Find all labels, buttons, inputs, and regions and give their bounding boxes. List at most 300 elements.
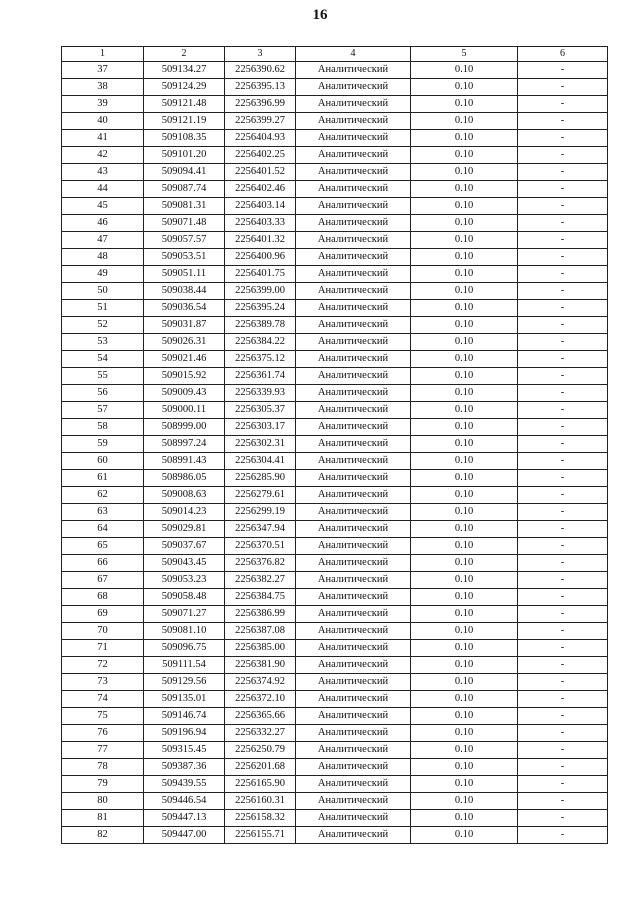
point-number-cell: 72 xyxy=(62,657,144,674)
x-coordinate-cell: 509146.74 xyxy=(144,708,225,725)
method-cell: Аналитический xyxy=(296,674,411,691)
note-cell: - xyxy=(518,198,608,215)
point-number-cell: 57 xyxy=(62,402,144,419)
accuracy-cell: 0.10 xyxy=(411,725,518,742)
point-number-cell: 66 xyxy=(62,555,144,572)
point-number-cell: 39 xyxy=(62,96,144,113)
accuracy-cell: 0.10 xyxy=(411,470,518,487)
y-coordinate-cell: 2256389.78 xyxy=(225,317,296,334)
method-cell: Аналитический xyxy=(296,351,411,368)
method-cell: Аналитический xyxy=(296,436,411,453)
accuracy-cell: 0.10 xyxy=(411,793,518,810)
point-number-cell: 42 xyxy=(62,147,144,164)
table-row xyxy=(62,589,608,606)
point-number-cell: 78 xyxy=(62,759,144,776)
method-cell: Аналитический xyxy=(296,368,411,385)
note-cell: - xyxy=(518,436,608,453)
table-row xyxy=(62,300,608,317)
point-number-cell: 60 xyxy=(62,453,144,470)
table-row xyxy=(62,555,608,572)
table-row xyxy=(62,810,608,827)
note-cell: - xyxy=(518,368,608,385)
accuracy-cell: 0.10 xyxy=(411,147,518,164)
y-coordinate-cell: 2256395.24 xyxy=(225,300,296,317)
y-coordinate-cell: 2256285.90 xyxy=(225,470,296,487)
note-cell: - xyxy=(518,249,608,266)
point-number-cell: 45 xyxy=(62,198,144,215)
coordinates-table xyxy=(61,46,608,844)
point-number-cell: 55 xyxy=(62,368,144,385)
accuracy-cell: 0.10 xyxy=(411,249,518,266)
method-cell: Аналитический xyxy=(296,759,411,776)
x-coordinate-cell: 509134.27 xyxy=(144,62,225,79)
point-number-cell: 82 xyxy=(62,827,144,844)
accuracy-cell: 0.10 xyxy=(411,589,518,606)
x-coordinate-cell: 509043.45 xyxy=(144,555,225,572)
point-number-cell: 51 xyxy=(62,300,144,317)
accuracy-cell: 0.10 xyxy=(411,691,518,708)
accuracy-cell: 0.10 xyxy=(411,351,518,368)
note-cell: - xyxy=(518,79,608,96)
method-cell: Аналитический xyxy=(296,589,411,606)
table-row xyxy=(62,232,608,249)
table-row xyxy=(62,623,608,640)
accuracy-cell: 0.10 xyxy=(411,436,518,453)
table-row xyxy=(62,606,608,623)
y-coordinate-cell: 2256201.68 xyxy=(225,759,296,776)
x-coordinate-cell: 509036.54 xyxy=(144,300,225,317)
note-cell: - xyxy=(518,283,608,300)
table-row xyxy=(62,402,608,419)
y-coordinate-cell: 2256158.32 xyxy=(225,810,296,827)
accuracy-cell: 0.10 xyxy=(411,62,518,79)
accuracy-cell: 0.10 xyxy=(411,96,518,113)
y-coordinate-cell: 2256404.93 xyxy=(225,130,296,147)
table-row xyxy=(62,453,608,470)
accuracy-cell: 0.10 xyxy=(411,827,518,844)
point-number-cell: 56 xyxy=(62,385,144,402)
table-row xyxy=(62,283,608,300)
y-coordinate-cell: 2256384.22 xyxy=(225,334,296,351)
x-coordinate-cell: 509108.35 xyxy=(144,130,225,147)
method-cell: Аналитический xyxy=(296,708,411,725)
method-cell: Аналитический xyxy=(296,623,411,640)
method-cell: Аналитический xyxy=(296,79,411,96)
x-coordinate-cell: 509087.74 xyxy=(144,181,225,198)
note-cell: - xyxy=(518,96,608,113)
accuracy-cell: 0.10 xyxy=(411,215,518,232)
point-number-cell: 76 xyxy=(62,725,144,742)
accuracy-cell: 0.10 xyxy=(411,419,518,436)
point-number-cell: 62 xyxy=(62,487,144,504)
page-number: 16 xyxy=(312,7,328,23)
method-cell: Аналитический xyxy=(296,181,411,198)
x-coordinate-cell: 509121.48 xyxy=(144,96,225,113)
point-number-cell: 61 xyxy=(62,470,144,487)
method-cell: Аналитический xyxy=(296,538,411,555)
point-number-cell: 58 xyxy=(62,419,144,436)
y-coordinate-cell: 2256386.99 xyxy=(225,606,296,623)
method-cell: Аналитический xyxy=(296,504,411,521)
x-coordinate-cell: 509081.10 xyxy=(144,623,225,640)
note-cell: - xyxy=(518,759,608,776)
note-cell: - xyxy=(518,657,608,674)
note-cell: - xyxy=(518,385,608,402)
table-row xyxy=(62,725,608,742)
x-coordinate-cell: 509051.11 xyxy=(144,266,225,283)
method-cell: Аналитический xyxy=(296,198,411,215)
method-cell: Аналитический xyxy=(296,606,411,623)
accuracy-cell: 0.10 xyxy=(411,555,518,572)
x-coordinate-cell: 509058.48 xyxy=(144,589,225,606)
note-cell: - xyxy=(518,487,608,504)
accuracy-cell: 0.10 xyxy=(411,385,518,402)
y-coordinate-cell: 2256370.51 xyxy=(225,538,296,555)
accuracy-cell: 0.10 xyxy=(411,640,518,657)
note-cell: - xyxy=(518,232,608,249)
method-cell: Аналитический xyxy=(296,385,411,402)
method-cell: Аналитический xyxy=(296,827,411,844)
table-row xyxy=(62,419,608,436)
method-cell: Аналитический xyxy=(296,419,411,436)
x-coordinate-cell: 509387.36 xyxy=(144,759,225,776)
y-coordinate-cell: 2256375.12 xyxy=(225,351,296,368)
point-number-cell: 52 xyxy=(62,317,144,334)
accuracy-cell: 0.10 xyxy=(411,130,518,147)
table-row xyxy=(62,334,608,351)
table-header-row xyxy=(62,47,608,62)
method-cell: Аналитический xyxy=(296,691,411,708)
accuracy-cell: 0.10 xyxy=(411,334,518,351)
note-cell: - xyxy=(518,589,608,606)
table-row xyxy=(62,657,608,674)
method-cell: Аналитический xyxy=(296,232,411,249)
point-number-cell: 70 xyxy=(62,623,144,640)
x-coordinate-cell: 509026.31 xyxy=(144,334,225,351)
method-cell: Аналитический xyxy=(296,572,411,589)
table-row xyxy=(62,130,608,147)
y-coordinate-cell: 2256165.90 xyxy=(225,776,296,793)
accuracy-cell: 0.10 xyxy=(411,487,518,504)
note-cell: - xyxy=(518,402,608,419)
x-coordinate-cell: 509446.54 xyxy=(144,793,225,810)
x-coordinate-cell: 509053.51 xyxy=(144,249,225,266)
x-coordinate-cell: 509038.44 xyxy=(144,283,225,300)
note-cell: - xyxy=(518,742,608,759)
accuracy-cell: 0.10 xyxy=(411,113,518,130)
table-row xyxy=(62,181,608,198)
method-cell: Аналитический xyxy=(296,402,411,419)
x-coordinate-cell: 509071.27 xyxy=(144,606,225,623)
x-coordinate-cell: 509031.87 xyxy=(144,317,225,334)
note-cell: - xyxy=(518,572,608,589)
note-cell: - xyxy=(518,147,608,164)
y-coordinate-cell: 2256361.74 xyxy=(225,368,296,385)
accuracy-cell: 0.10 xyxy=(411,759,518,776)
y-coordinate-cell: 2256376.82 xyxy=(225,555,296,572)
point-number-cell: 79 xyxy=(62,776,144,793)
column-header: 1 xyxy=(62,47,144,62)
note-cell: - xyxy=(518,453,608,470)
x-coordinate-cell: 509196.94 xyxy=(144,725,225,742)
method-cell: Аналитический xyxy=(296,62,411,79)
table-row xyxy=(62,317,608,334)
table-row xyxy=(62,776,608,793)
y-coordinate-cell: 2256400.96 xyxy=(225,249,296,266)
method-cell: Аналитический xyxy=(296,317,411,334)
method-cell: Аналитический xyxy=(296,147,411,164)
y-coordinate-cell: 2256347.94 xyxy=(225,521,296,538)
method-cell: Аналитический xyxy=(296,742,411,759)
table-row xyxy=(62,759,608,776)
x-coordinate-cell: 509021.46 xyxy=(144,351,225,368)
method-cell: Аналитический xyxy=(296,521,411,538)
x-coordinate-cell: 508999.00 xyxy=(144,419,225,436)
x-coordinate-cell: 509000.11 xyxy=(144,402,225,419)
note-cell: - xyxy=(518,351,608,368)
point-number-cell: 59 xyxy=(62,436,144,453)
y-coordinate-cell: 2256396.99 xyxy=(225,96,296,113)
method-cell: Аналитический xyxy=(296,776,411,793)
accuracy-cell: 0.10 xyxy=(411,657,518,674)
note-cell: - xyxy=(518,164,608,181)
x-coordinate-cell: 509096.75 xyxy=(144,640,225,657)
accuracy-cell: 0.10 xyxy=(411,674,518,691)
y-coordinate-cell: 2256401.52 xyxy=(225,164,296,181)
x-coordinate-cell: 509111.54 xyxy=(144,657,225,674)
table-body xyxy=(62,62,608,844)
table-row xyxy=(62,436,608,453)
note-cell: - xyxy=(518,793,608,810)
accuracy-cell: 0.10 xyxy=(411,521,518,538)
x-coordinate-cell: 509014.23 xyxy=(144,504,225,521)
accuracy-cell: 0.10 xyxy=(411,453,518,470)
method-cell: Аналитический xyxy=(296,657,411,674)
y-coordinate-cell: 2256384.75 xyxy=(225,589,296,606)
x-coordinate-cell: 509447.00 xyxy=(144,827,225,844)
note-cell: - xyxy=(518,300,608,317)
note-cell: - xyxy=(518,470,608,487)
table-row xyxy=(62,164,608,181)
accuracy-cell: 0.10 xyxy=(411,181,518,198)
point-number-cell: 47 xyxy=(62,232,144,249)
note-cell: - xyxy=(518,555,608,572)
accuracy-cell: 0.10 xyxy=(411,79,518,96)
table-row xyxy=(62,521,608,538)
method-cell: Аналитический xyxy=(296,810,411,827)
method-cell: Аналитический xyxy=(296,640,411,657)
x-coordinate-cell: 509129.56 xyxy=(144,674,225,691)
accuracy-cell: 0.10 xyxy=(411,368,518,385)
x-coordinate-cell: 509015.92 xyxy=(144,368,225,385)
y-coordinate-cell: 2256399.00 xyxy=(225,283,296,300)
point-number-cell: 80 xyxy=(62,793,144,810)
note-cell: - xyxy=(518,317,608,334)
note-cell: - xyxy=(518,181,608,198)
accuracy-cell: 0.10 xyxy=(411,283,518,300)
table-row xyxy=(62,266,608,283)
column-header: 6 xyxy=(518,47,608,62)
method-cell: Аналитический xyxy=(296,334,411,351)
method-cell: Аналитический xyxy=(296,453,411,470)
note-cell: - xyxy=(518,215,608,232)
point-number-cell: 69 xyxy=(62,606,144,623)
y-coordinate-cell: 2256387.08 xyxy=(225,623,296,640)
point-number-cell: 64 xyxy=(62,521,144,538)
point-number-cell: 50 xyxy=(62,283,144,300)
table-row xyxy=(62,79,608,96)
point-number-cell: 54 xyxy=(62,351,144,368)
table-row xyxy=(62,385,608,402)
table-row xyxy=(62,742,608,759)
y-coordinate-cell: 2256403.14 xyxy=(225,198,296,215)
method-cell: Аналитический xyxy=(296,283,411,300)
table-row xyxy=(62,368,608,385)
y-coordinate-cell: 2256395.13 xyxy=(225,79,296,96)
note-cell: - xyxy=(518,776,608,793)
method-cell: Аналитический xyxy=(296,487,411,504)
note-cell: - xyxy=(518,62,608,79)
y-coordinate-cell: 2256155.71 xyxy=(225,827,296,844)
method-cell: Аналитический xyxy=(296,249,411,266)
table-row xyxy=(62,708,608,725)
y-coordinate-cell: 2256401.75 xyxy=(225,266,296,283)
table-row xyxy=(62,691,608,708)
column-header: 5 xyxy=(411,47,518,62)
note-cell: - xyxy=(518,538,608,555)
point-number-cell: 75 xyxy=(62,708,144,725)
method-cell: Аналитический xyxy=(296,96,411,113)
note-cell: - xyxy=(518,130,608,147)
note-cell: - xyxy=(518,674,608,691)
y-coordinate-cell: 2256401.32 xyxy=(225,232,296,249)
x-coordinate-cell: 509081.31 xyxy=(144,198,225,215)
y-coordinate-cell: 2256399.27 xyxy=(225,113,296,130)
x-coordinate-cell: 509094.41 xyxy=(144,164,225,181)
method-cell: Аналитический xyxy=(296,130,411,147)
accuracy-cell: 0.10 xyxy=(411,317,518,334)
y-coordinate-cell: 2256382.27 xyxy=(225,572,296,589)
table-row xyxy=(62,215,608,232)
x-coordinate-cell: 509071.48 xyxy=(144,215,225,232)
x-coordinate-cell: 508997.24 xyxy=(144,436,225,453)
y-coordinate-cell: 2256372.10 xyxy=(225,691,296,708)
point-number-cell: 67 xyxy=(62,572,144,589)
table-row xyxy=(62,827,608,844)
method-cell: Аналитический xyxy=(296,555,411,572)
x-coordinate-cell: 509315.45 xyxy=(144,742,225,759)
x-coordinate-cell: 508986.05 xyxy=(144,470,225,487)
column-header: 4 xyxy=(296,47,411,62)
y-coordinate-cell: 2256279.61 xyxy=(225,487,296,504)
method-cell: Аналитический xyxy=(296,215,411,232)
note-cell: - xyxy=(518,725,608,742)
y-coordinate-cell: 2256160.31 xyxy=(225,793,296,810)
accuracy-cell: 0.10 xyxy=(411,742,518,759)
accuracy-cell: 0.10 xyxy=(411,198,518,215)
y-coordinate-cell: 2256385.00 xyxy=(225,640,296,657)
method-cell: Аналитический xyxy=(296,266,411,283)
x-coordinate-cell: 509101.20 xyxy=(144,147,225,164)
point-number-cell: 38 xyxy=(62,79,144,96)
accuracy-cell: 0.10 xyxy=(411,623,518,640)
point-number-cell: 63 xyxy=(62,504,144,521)
y-coordinate-cell: 2256299.19 xyxy=(225,504,296,521)
table-row xyxy=(62,640,608,657)
note-cell: - xyxy=(518,521,608,538)
table-row xyxy=(62,674,608,691)
note-cell: - xyxy=(518,691,608,708)
note-cell: - xyxy=(518,266,608,283)
y-coordinate-cell: 2256304.41 xyxy=(225,453,296,470)
method-cell: Аналитический xyxy=(296,793,411,810)
point-number-cell: 81 xyxy=(62,810,144,827)
accuracy-cell: 0.10 xyxy=(411,504,518,521)
x-coordinate-cell: 509121.19 xyxy=(144,113,225,130)
point-number-cell: 77 xyxy=(62,742,144,759)
note-cell: - xyxy=(518,640,608,657)
note-cell: - xyxy=(518,606,608,623)
table-row xyxy=(62,793,608,810)
point-number-cell: 40 xyxy=(62,113,144,130)
point-number-cell: 44 xyxy=(62,181,144,198)
point-number-cell: 48 xyxy=(62,249,144,266)
method-cell: Аналитический xyxy=(296,113,411,130)
table-row xyxy=(62,96,608,113)
accuracy-cell: 0.10 xyxy=(411,776,518,793)
table-row xyxy=(62,249,608,266)
note-cell: - xyxy=(518,708,608,725)
y-coordinate-cell: 2256305.37 xyxy=(225,402,296,419)
y-coordinate-cell: 2256403.33 xyxy=(225,215,296,232)
method-cell: Аналитический xyxy=(296,470,411,487)
x-coordinate-cell: 509124.29 xyxy=(144,79,225,96)
accuracy-cell: 0.10 xyxy=(411,572,518,589)
accuracy-cell: 0.10 xyxy=(411,164,518,181)
x-coordinate-cell: 509008.63 xyxy=(144,487,225,504)
x-coordinate-cell: 509053.23 xyxy=(144,572,225,589)
y-coordinate-cell: 2256365.66 xyxy=(225,708,296,725)
x-coordinate-cell: 509439.55 xyxy=(144,776,225,793)
y-coordinate-cell: 2256390.62 xyxy=(225,62,296,79)
accuracy-cell: 0.10 xyxy=(411,232,518,249)
table-row xyxy=(62,147,608,164)
note-cell: - xyxy=(518,810,608,827)
note-cell: - xyxy=(518,827,608,844)
point-number-cell: 49 xyxy=(62,266,144,283)
y-coordinate-cell: 2256402.25 xyxy=(225,147,296,164)
note-cell: - xyxy=(518,113,608,130)
accuracy-cell: 0.10 xyxy=(411,708,518,725)
method-cell: Аналитический xyxy=(296,725,411,742)
point-number-cell: 73 xyxy=(62,674,144,691)
x-coordinate-cell: 509009.43 xyxy=(144,385,225,402)
method-cell: Аналитический xyxy=(296,164,411,181)
x-coordinate-cell: 509135.01 xyxy=(144,691,225,708)
accuracy-cell: 0.10 xyxy=(411,606,518,623)
note-cell: - xyxy=(518,504,608,521)
y-coordinate-cell: 2256374.92 xyxy=(225,674,296,691)
point-number-cell: 37 xyxy=(62,62,144,79)
x-coordinate-cell: 509057.57 xyxy=(144,232,225,249)
table-row xyxy=(62,113,608,130)
note-cell: - xyxy=(518,419,608,436)
point-number-cell: 53 xyxy=(62,334,144,351)
table-row xyxy=(62,572,608,589)
table-row xyxy=(62,487,608,504)
method-cell: Аналитический xyxy=(296,300,411,317)
table-row xyxy=(62,504,608,521)
